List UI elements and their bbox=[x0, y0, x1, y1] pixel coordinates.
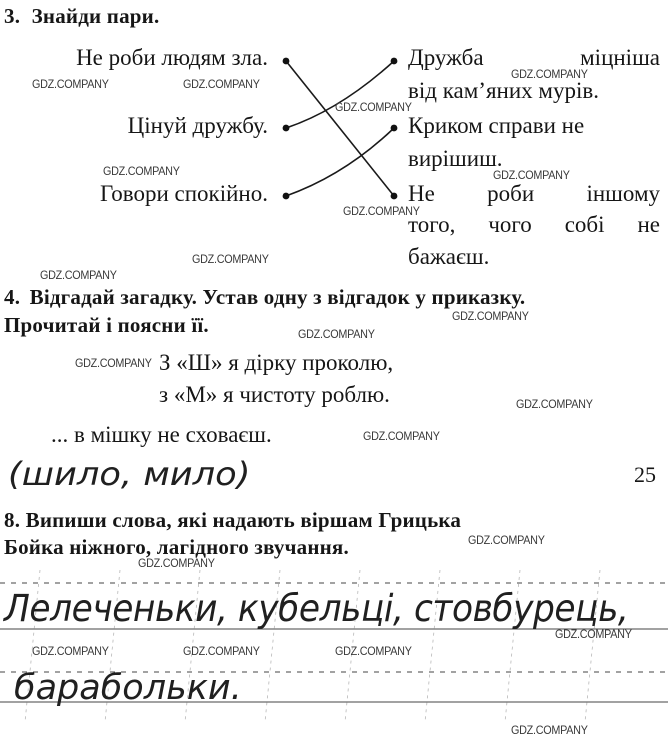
watermark: GDZ.COMPANY bbox=[192, 252, 269, 266]
dot-left-3 bbox=[283, 193, 290, 200]
watermark: GDZ.COMPANY bbox=[493, 168, 570, 182]
answer-handwriting-task4: (шило, мило) bbox=[8, 455, 251, 493]
match-line-3 bbox=[286, 128, 394, 196]
riddle-line-1: З «Ш» я дірку проколю, bbox=[159, 350, 394, 375]
watermark: GDZ.COMPANY bbox=[363, 429, 440, 443]
task4-line1: 4. Відгадай загадку. Устав одну з відгадок у приказку. bbox=[4, 285, 526, 309]
task8-number: 8. bbox=[4, 508, 21, 532]
watermark: GDZ.COMPANY bbox=[32, 77, 109, 91]
task8-line1: 8. Випиши слова, які надають віршам Грицька bbox=[4, 508, 462, 532]
watermark: GDZ.COMPANY bbox=[511, 67, 588, 81]
right-item-1-line2: від кам’яних мурів. bbox=[408, 78, 599, 103]
watermark: GDZ.COMPANY bbox=[511, 723, 588, 737]
dot-left-2 bbox=[283, 125, 290, 132]
left-item-3: Говори спокійно. bbox=[100, 181, 268, 206]
watermark: GDZ.COMPANY bbox=[75, 356, 152, 370]
watermark: GDZ.COMPANY bbox=[516, 397, 593, 411]
task3-heading bbox=[4, 4, 159, 29]
riddle-line-2: з «М» я чистоту роблю. bbox=[159, 382, 390, 407]
dot-left-1 bbox=[283, 58, 290, 65]
watermark: GDZ.COMPANY bbox=[32, 644, 109, 658]
watermark: GDZ.COMPANY bbox=[555, 627, 632, 641]
watermark: GDZ.COMPANY bbox=[103, 164, 180, 178]
dot-right-2 bbox=[391, 125, 398, 132]
task4-number: 4. bbox=[4, 285, 21, 309]
proverb: ... в мішку не сховаєш. bbox=[51, 422, 272, 447]
match-line-1 bbox=[286, 61, 394, 196]
dot-right-3 bbox=[391, 193, 398, 200]
dot-right-1 bbox=[391, 58, 398, 65]
task8-line2: Бойка ніжного, лагідного звучання. bbox=[4, 535, 349, 559]
watermark: GDZ.COMPANY bbox=[298, 327, 375, 341]
watermark: GDZ.COMPANY bbox=[335, 644, 412, 658]
watermark: GDZ.COMPANY bbox=[183, 77, 260, 91]
task4-line2: Прочитай і поясни її. bbox=[4, 313, 209, 337]
watermark: GDZ.COMPANY bbox=[335, 100, 412, 114]
page-number: 25 bbox=[634, 462, 656, 487]
watermark: GDZ.COMPANY bbox=[183, 644, 260, 658]
right-item-3-line1: Не роби іншому bbox=[408, 181, 660, 206]
answer-handwriting-task8-line2: барабольки. bbox=[14, 668, 242, 708]
watermark: GDZ.COMPANY bbox=[343, 204, 420, 218]
task3-title: Знайди пари. bbox=[31, 4, 160, 28]
right-item-2-line1: Криком справи не bbox=[408, 113, 585, 138]
task3-number: 3. bbox=[4, 4, 21, 28]
left-item-2: Цінуй дружбу. bbox=[127, 113, 268, 138]
watermark: GDZ.COMPANY bbox=[138, 556, 215, 570]
watermark: GDZ.COMPANY bbox=[452, 309, 529, 323]
right-item-2-line2: вирішиш. bbox=[408, 146, 503, 171]
watermark: GDZ.COMPANY bbox=[40, 268, 117, 282]
right-item-3-line2: того, чого собі не bbox=[408, 212, 660, 237]
answer-handwriting-task8-line1: Лелеченьки, кубельці, стовбурець, bbox=[4, 587, 629, 630]
match-line-2 bbox=[286, 61, 394, 128]
watermark: GDZ.COMPANY bbox=[468, 533, 545, 547]
left-item-1: Не роби людям зла. bbox=[76, 45, 268, 70]
right-item-3-line3: бажаєш. bbox=[408, 244, 490, 269]
right-item-1-line1: Дружба міцніша bbox=[408, 45, 660, 70]
